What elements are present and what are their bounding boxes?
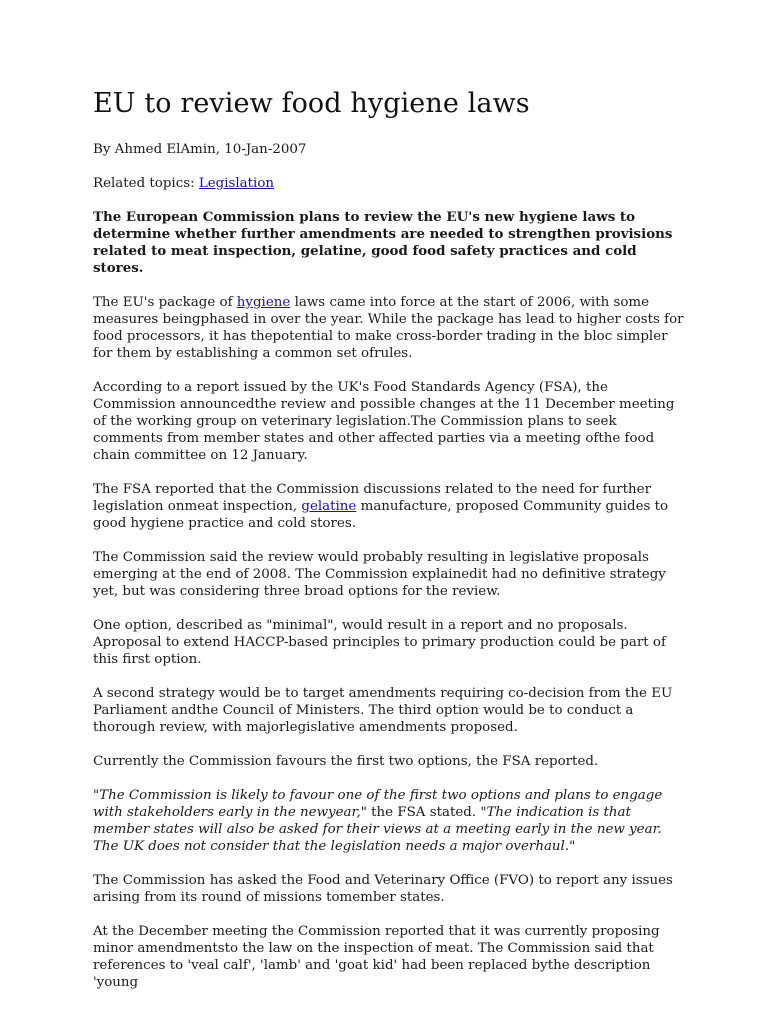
related-topics-label: Related topics: (93, 176, 199, 191)
link-hygiene[interactable]: hygiene (236, 295, 291, 310)
related-topics (93, 175, 688, 192)
paragraph-5: One option, described as "minimal", would result in a report and no proposals. Aproposal to extend HACCP-based principles to primary production could be part of this first option. (93, 618, 666, 667)
paragraph-3-text-a: The FSA reported that the Commission discussions related to the need for further legislation onmeat inspection, (93, 482, 651, 514)
quote-2: "The indication is that member states will also be asked for their views at a meeting early in the new year. The UK does not consider that the legislation needs a major overhaul." (93, 805, 662, 854)
paragraph-2: According to a report issued by the UK's Food Standards Agency (FSA), the Commission announcedthe review and possible changes at the 11 December meeting of the working group on veterinary legislation.The Commission plans to seek comments from member states and other affected parties via a meeting ofthe food chain committee on 12 January. (93, 380, 675, 463)
paragraph-1-text-b: laws came into force at the start of 2006, with some measures beingphased in over the year. While the package has lead to higher costs for food processors, it has thepotential to make cross-border trading in the bloc simpler for them by establishing a common set ofrules. (93, 295, 684, 361)
paragraph-6: A second strategy would be to target amendments requiring co-decision from the EU Parliament andthe Council of Ministers. The third option would be to conduct a thorough review, with majorlegislative amendments proposed. (93, 686, 673, 735)
paragraph-1 (93, 294, 688, 362)
paragraph-1-text-a: The EU's package of (93, 295, 237, 310)
paragraph-3 (93, 481, 688, 532)
quote-paragraph (93, 787, 688, 855)
paragraph-3-text-b: manufacture, proposed Community guides to good hygiene practice and cold stores. (93, 499, 669, 531)
quote-1: "The Commission is likely to favour one of the first two options and plans to engage with stakeholders early in the newyear," (93, 788, 663, 820)
link-gelatine[interactable]: gelatine (301, 499, 357, 514)
paragraph-8: The Commission has asked the Food and Veterinary Office (FVO) to report any issues arising from its round of missions tomember states. (93, 873, 673, 905)
paragraph-4: The Commission said the review would probably resulting in legislative proposals emerging at the end of 2008. The Commission explainedit had no definitive strategy yet, but was considering three broad options for the review. (93, 550, 666, 599)
related-topic-link-legislation[interactable]: Legislation (198, 176, 275, 191)
article-lede: The European Commission plans to review the EU's new hygiene laws to determine whether further amendments are needed to strengthen provisions related to meat inspection, gelatine, good food safety practices and cold stores. (93, 209, 673, 276)
paragraph-7: Currently the Commission favours the first two options, the FSA reported. (93, 754, 599, 769)
quote-attribution: the FSA stated. (366, 805, 481, 820)
byline: By Ahmed ElAmin, 10-Jan-2007 (93, 142, 307, 157)
paragraph-9: At the December meeting the Commission reported that it was currently proposing minor amendmentsto the law on the inspection of meat. The Commission said that references to 'veal calf', 'lamb' and 'goat kid' had been replaced bythe description 'young (93, 924, 660, 990)
article-title: EU to review food hygiene laws (93, 88, 530, 119)
